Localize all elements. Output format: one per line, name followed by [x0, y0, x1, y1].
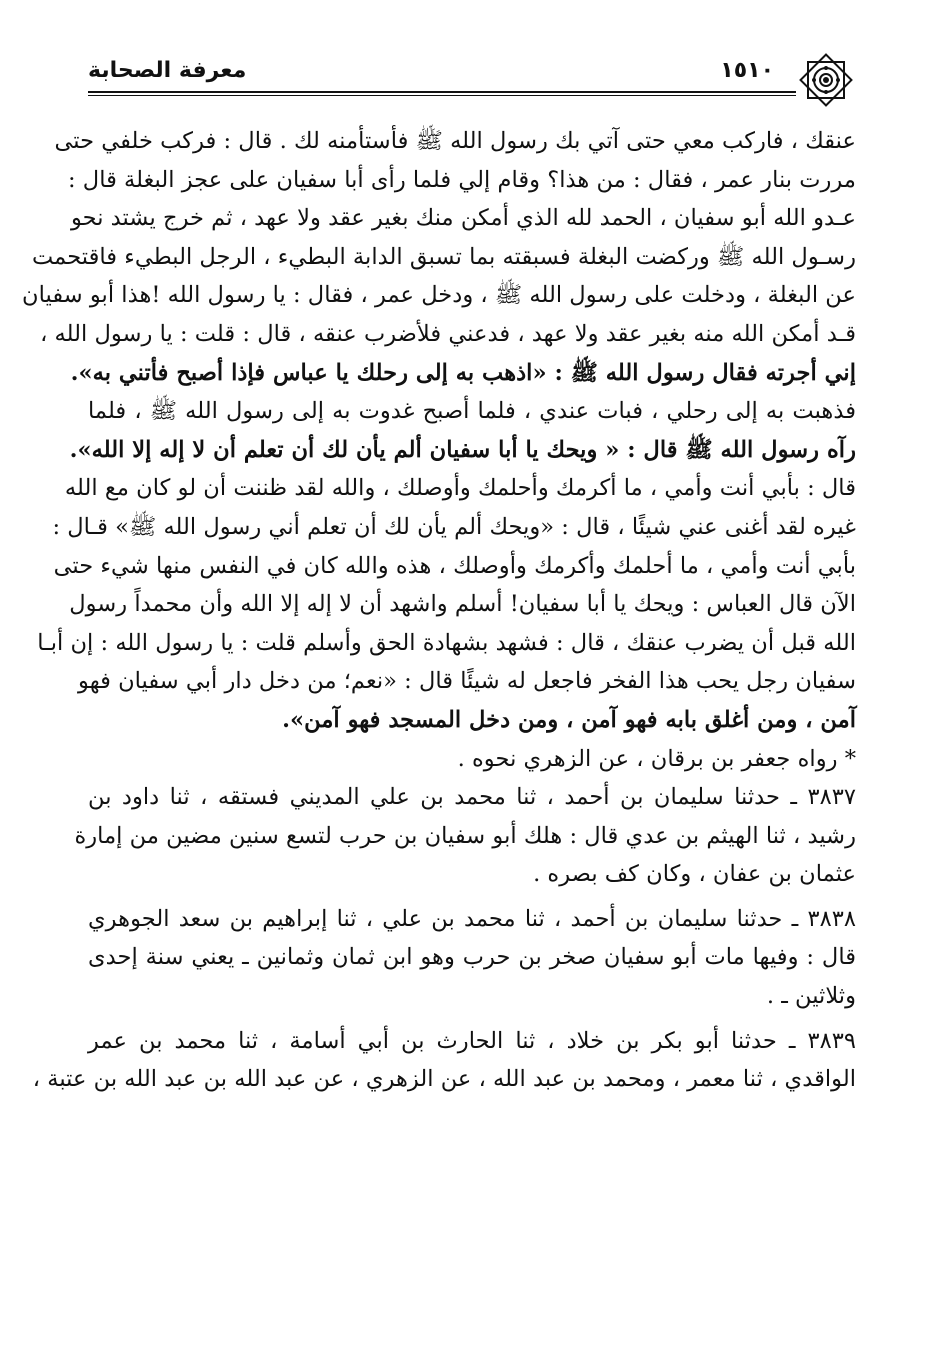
text-line: مررت بنار عمر ، فقال : من هذا؟ وقام إلي فلما رأى أبا سفيان على عجز البغلة قال : [67, 166, 856, 193]
text-line: بأبي أنت وأمي ، ما أحلمك وأكرمك وأوصلك ، هذه والله كان في النفس منها شيء حتى [53, 552, 856, 579]
text-line: الآن قال العباس : ويحك يا أبا سفيان! أسلم واشهد أن لا إله إلا الله وأن محمداً رسول [69, 591, 856, 618]
text-line: عـدو الله أبو سفيان ، الحمد لله الذي أمكن منك بغير عقد ولا عهد ، ثم خرج يشتد نحو [70, 205, 856, 232]
text-line: فذهبت به إلى رحلي ، فبات عندي ، فلما أصبح غدوت به إلى رسول الله ﷺ ، فلما [88, 398, 856, 425]
text-line: الواقدي ، ثنا معمر ، ومحمد بن عبد الله ، عن الزهري ، عن عبد الله بن عبد الله بن عتبة ، [32, 1066, 856, 1093]
header-rule-thin [88, 95, 796, 96]
text-line: قـد أمكن الله منه بغير عقد ولا عهد ، فدعني فلأضرب عنقه ، قال : قلت : يا رسول الله ، [40, 320, 856, 347]
octagram-ornament-icon [796, 50, 856, 110]
text-line: إني أجرته فقال رسول الله ﷺ : «اذهب به إلى رحلك يا عباس فإذا أصبح فأتني به». [70, 359, 856, 386]
text-line: آمن ، ومن أغلق بابه فهو آمن ، ومن دخل المسجد فهو آمن». [282, 706, 856, 733]
page-header [88, 50, 856, 106]
text-line: عثمان بن عفان ، وكان كف بصره . [533, 861, 856, 888]
hadith-3837-line: ٣٨٣٧ ـ حدثنا سليمان بن أحمد ، ثنا محمد بن علي المديني فستقه ، ثنا داود بن [88, 784, 856, 811]
text-line: سفيان رجل يحب هذا الفخر فاجعل له شيئًا قال : «نعم؛ من دخل دار أبي سفيان فهو [78, 668, 856, 695]
text-line: عن البغلة ، ودخلت على رسول الله ﷺ ، ودخل عمر ، فقال : يا رسول الله !هذا أبو سفيان [22, 282, 856, 309]
text-line: وثلاثين ـ . [766, 983, 856, 1010]
text-line: غيره لقد أغنى عني شيئًا ، قال : «ويحك ألم يأن لك أن تعلم أني رسول الله ﷺ» قـال : [52, 513, 856, 540]
page-number: ١٥١٠ [720, 58, 774, 83]
text-line: الله قبل أن يضرب عنقك ، قال : فشهد بشهادة الحق وأسلم قلت : يا رسول الله : إن أبـا [37, 629, 856, 656]
text-line: قال : بأبي أنت وأمي ، ما أكرمك وأحلمك وأوصلك ، والله لقد ظننت أن لو كان مع الله [64, 475, 856, 502]
text-line: قال : وفيها مات أبو سفيان صخر بن حرب وهو ابن ثمان وثمانين ـ يعني سنة إحدى [88, 944, 856, 971]
hadith-3838-line: ٣٨٣٨ ـ حدثنا سليمان بن أحمد ، ثنا محمد بن علي ، ثنا إبراهيم بن سعد الجوهري [88, 905, 856, 932]
text-line: رشيد ، ثنا الهيثم بن عدي قال : هلك أبو سفيان بن حرب لتسع سنين مضين من إمارة [74, 822, 856, 849]
header-rule [88, 91, 796, 93]
hadith-3839-line: ٣٨٣٩ ـ حدثنا أبو بكر بن خلاد ، ثنا الحارث بن أبي أسامة ، ثنا محمد بن عمر [88, 1027, 856, 1054]
text-line: رآه رسول الله ﷺ قال : « ويحك يا أبا سفيان ألم يأن لك أن تعلم أن لا إله إلا الله». [69, 436, 856, 463]
body-text [22, 122, 856, 1099]
running-title: معرفة الصحابة [88, 58, 247, 83]
text-line: عنقك ، فاركب معي حتى آتي بك رسول الله ﷺ فأستأمنه لك . قال : فركب خلفي حتى [54, 128, 856, 154]
text-line: * رواه جعفر بن برقان ، عن الزهري نحوه . [457, 745, 856, 772]
text-line: رسـول الله ﷺ وركضت البغلة فسبقته بما تسبق الدابة البطيء ، الرجل البطيء فاقتحمت [31, 243, 856, 270]
